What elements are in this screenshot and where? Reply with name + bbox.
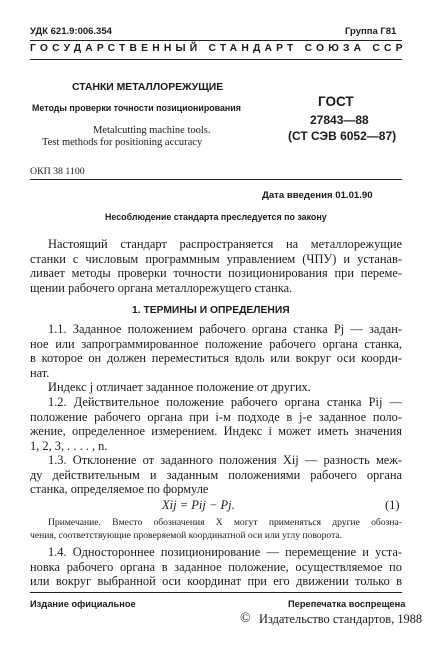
- text-line: 1, 2, 3, . . . . , n.: [30, 438, 108, 453]
- text-line: в которое он должен переместиться вдоль или вокруг оси коорди-: [30, 351, 402, 366]
- group-code: Группа Г81: [345, 26, 397, 37]
- okp-rule: [30, 179, 402, 180]
- text-line: нат.: [30, 365, 50, 380]
- note-line: Примечание. Вместо обозначения X могут применяться другие обозна-: [48, 517, 402, 528]
- intro-line: Настоящий стандарт распространяется на металлорежущие: [48, 237, 402, 251]
- gost-label: ГОСТ: [318, 94, 354, 109]
- reprint-prohibited: Перепечатка воспрещена: [288, 599, 406, 609]
- intro-line: щении рабочего органа металлорежущего станка.: [30, 280, 293, 295]
- intro-paragraph: [30, 237, 402, 295]
- state-standard-banner: ГОСУДАРСТВЕННЫЙ СТАНДАРТ СОЮЗА ССР: [30, 43, 407, 54]
- intro-line: станки с числовым программным управлением (ЧПУ) и устанав-: [30, 251, 402, 266]
- okp-code: ОКП 38 1100: [30, 166, 85, 177]
- title-en-line1: Metalcutting machine tools.: [93, 125, 211, 136]
- text-line: 1.3. Отклонение от заданного положения Xij — разность меж-: [48, 453, 402, 467]
- text-line: 1.1. Заданное положением рабочего органа станка Pj — задан-: [48, 322, 402, 336]
- paragraph-1-4: [30, 545, 402, 589]
- formula: Xij = Pij − Pj.: [162, 498, 235, 512]
- text-line: новка рабочего органа в заданное положение, осуществляемое по: [30, 559, 402, 574]
- paragraph-1-3: [30, 453, 402, 497]
- paragraph-1-2: [30, 395, 402, 453]
- note: [30, 517, 402, 542]
- text-line: станка, определяемое по формуле: [30, 482, 209, 497]
- section-heading: 1. ТЕРМИНЫ И ОПРЕДЕЛЕНИЯ: [132, 305, 290, 316]
- text-line: положение рабочего органа при i-м подходе в j-е заданное поло-: [30, 409, 402, 424]
- text-line: ное или запрограммированное положение рабочего органа станка,: [30, 336, 402, 351]
- title-ru-sub: Методы проверки точности позиционирования: [32, 103, 241, 113]
- header-bottom-rule: [30, 59, 402, 60]
- paragraph-1-1: [30, 322, 402, 380]
- text-line: ду действительным и заданным положениями рабочего органа: [30, 467, 402, 482]
- header-top-rule: [30, 40, 402, 41]
- text-line: или вокруг выбранной оси координат при его движении только в: [30, 574, 402, 589]
- text-line: 1.2. Действительное положение рабочего органа станка Pij —: [48, 395, 402, 409]
- introduction-date: Дата введения 01.01.90: [262, 190, 373, 201]
- footer-rule: [30, 592, 402, 593]
- title-ru-main: СТАНКИ МЕТАЛЛОРЕЖУЩИЕ: [72, 82, 224, 93]
- title-en-line2: Test methods for positioning accuracy: [42, 137, 203, 148]
- sev-number: (СТ СЭВ 6052—87): [288, 129, 397, 143]
- official-edition: Издание официальное: [30, 599, 136, 609]
- text-line: жение, определенное измерением. Индекс i может иметь значения: [30, 424, 402, 439]
- note-line: чения, соответствующие проверяемой координатной оси или углу поворота.: [30, 529, 343, 541]
- copyright-icon: ©: [240, 611, 251, 626]
- udk-code: УДК 621.9:006.354: [30, 26, 112, 37]
- copyright-publisher: Издательство стандартов, 1988: [259, 612, 423, 626]
- text-line: Индекс j отличает заданное положение от других.: [48, 380, 311, 394]
- legal-notice: Несоблюдение стандарта преследуется по закону: [105, 212, 327, 222]
- text-line: 1.4. Одностороннее позиционирование — перемещение и уста-: [48, 545, 402, 559]
- index-j-note: [30, 380, 402, 395]
- formula-number: (1): [385, 498, 400, 512]
- gost-number: 27843—88: [310, 113, 369, 127]
- intro-line: ливает методы проверки точности позиционирования при переме-: [30, 266, 402, 281]
